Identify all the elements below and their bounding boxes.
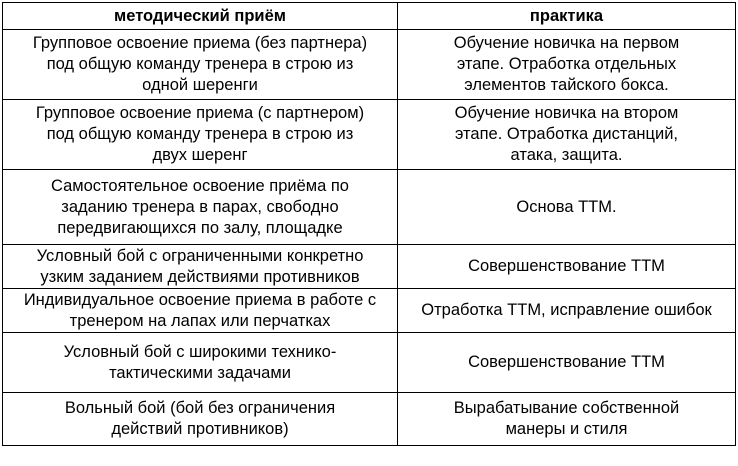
practice-cell: Совершенствование ТТМ (398, 333, 736, 393)
practice-cell: Вырабатывание собственной манеры и стиля (398, 393, 736, 446)
practice-cell: Отработка ТТМ, исправление ошибок (398, 289, 736, 333)
table-row (3, 30, 736, 100)
practice-cell: Основа ТТМ. (398, 170, 736, 245)
table-header-row (3, 3, 736, 30)
table-row (3, 393, 736, 446)
methods-table (2, 2, 736, 446)
table-row (3, 333, 736, 393)
practice-cell: Совершенствование ТТМ (398, 245, 736, 289)
method-cell: Вольный бой (бой без ограничения действий противников) (3, 393, 398, 446)
header-practice: практика (398, 3, 736, 30)
header-method: методический приём (3, 3, 398, 30)
method-cell: Групповое освоение приема (с партнером) под общую команду тренера в строю из двух шеренг (3, 100, 398, 170)
method-cell: Самостоятельное освоение приёма по заданию тренера в парах, свободно передвигающихся по залу, площадке (3, 170, 398, 245)
practice-cell: Обучение новичка на первом этапе. Отработка отдельных элементов тайского бокса. (398, 30, 736, 100)
method-cell: Условный бой с ограниченными конкретно узким заданием действиями противников (3, 245, 398, 289)
table-row (3, 100, 736, 170)
method-cell: Условный бой с широкими технико- тактическими задачами (3, 333, 398, 393)
practice-cell: Обучение новичка на втором этапе. Отработка дистанций, атака, защита. (398, 100, 736, 170)
table-row (3, 170, 736, 245)
method-cell: Индивидуальное освоение приема в работе с тренером на лапах или перчатках (3, 289, 398, 333)
table-row (3, 245, 736, 289)
method-cell: Групповое освоение приема (без партнера) под общую команду тренера в строю из одной шеренги (3, 30, 398, 100)
table-row (3, 289, 736, 333)
